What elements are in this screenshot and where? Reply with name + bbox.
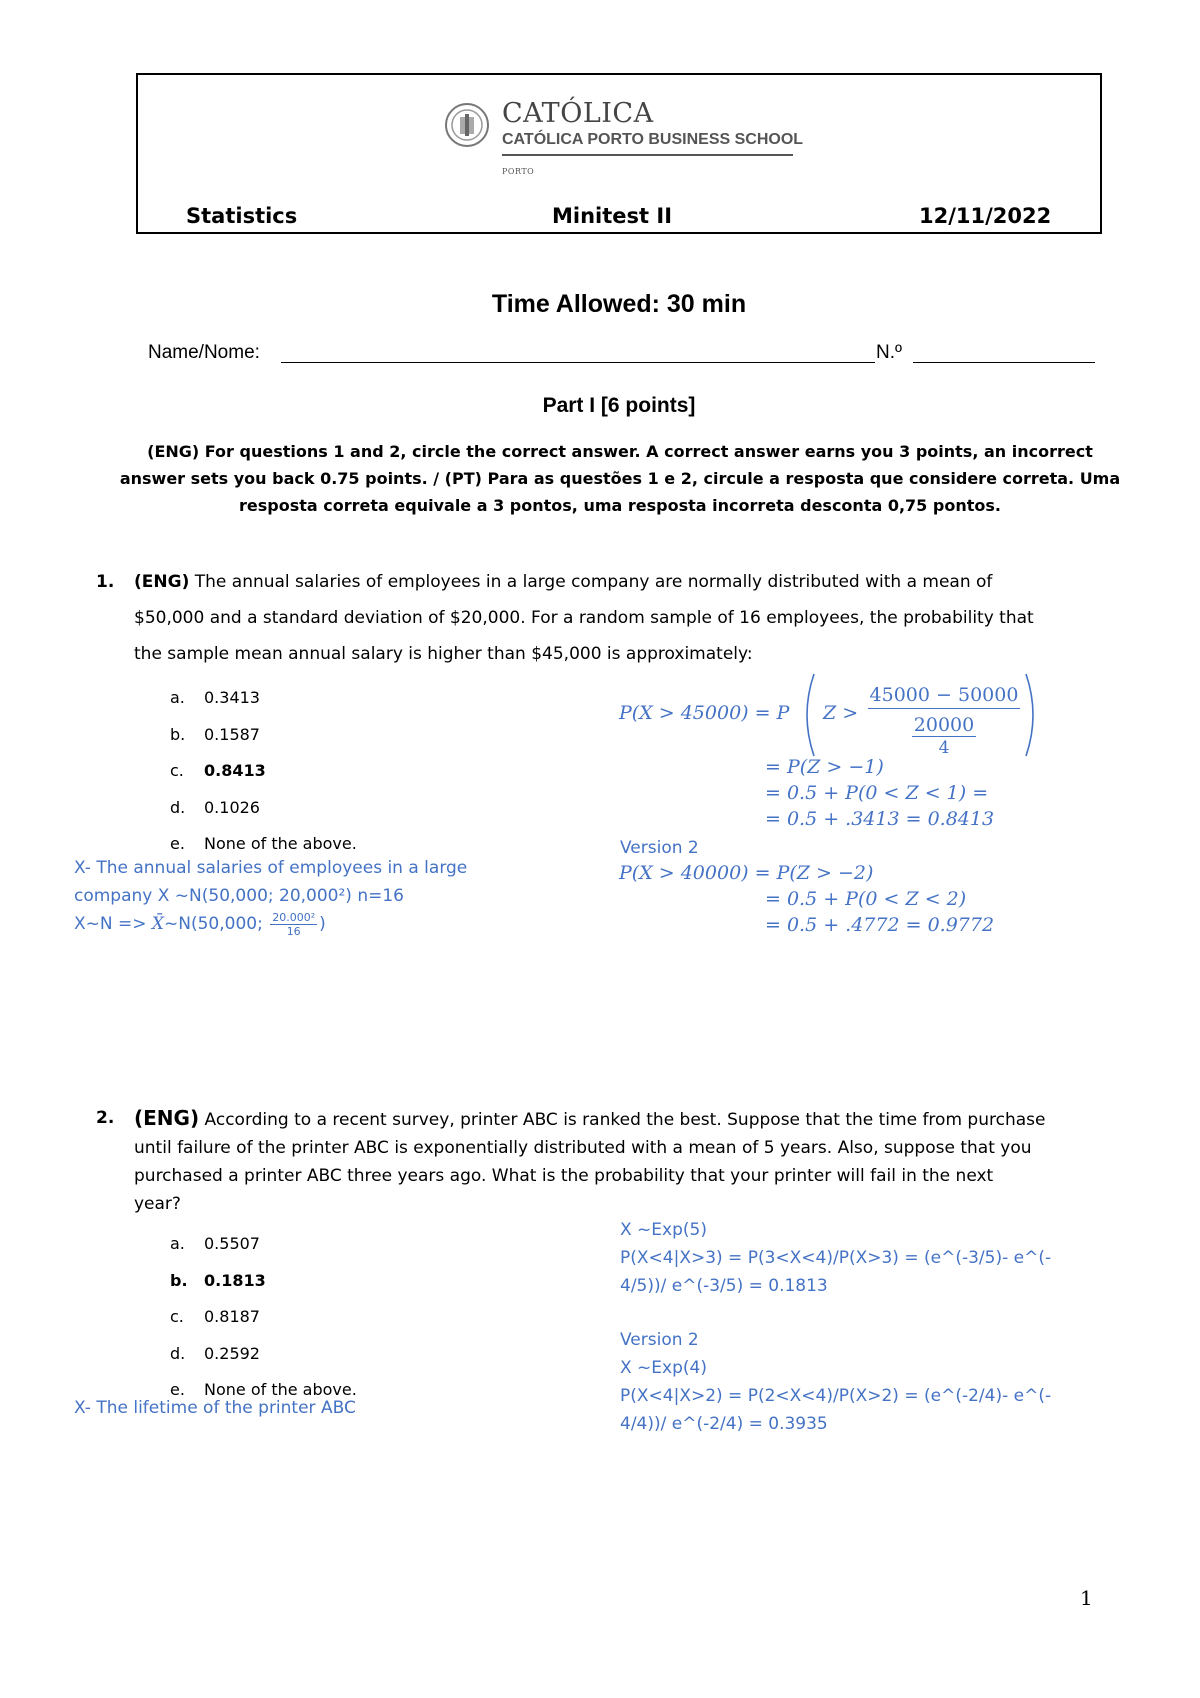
solution-1-lhs: P(X > 45000) = P [619, 702, 790, 724]
time-allowed: Time Allowed: 30 min [491, 290, 747, 318]
number-label: N.º [876, 342, 902, 363]
note-line-2: company X ~N(50,000; 20,000²) n=16 [74, 886, 404, 906]
logo-divider [502, 154, 793, 156]
question-2-note: X- The lifetime of the printer ABC [74, 1398, 356, 1418]
solution-2-version-2-label: Version 2 [620, 1330, 699, 1350]
question-1-options [170, 680, 357, 863]
solution-1-step-2: = P(Z > −1) [765, 756, 884, 778]
question-1-note [74, 854, 467, 938]
instructions-line-2: answer sets you back 0.75 points. / (PT) Para as questões 1 e 2, circule a resposta que considere correta. Uma [119, 469, 1121, 488]
university-seal-icon [444, 102, 490, 148]
solution-2 [620, 1216, 1051, 1438]
right-paren-icon [1022, 672, 1042, 758]
question-2-line-4: year? [134, 1194, 181, 1214]
solution-2-v2-line-3: 4/4))/ e^(-2/4) = 0.3935 [620, 1414, 828, 1434]
option[interactable]: b. 0.1587 [170, 724, 260, 744]
note-line-1: X- The annual salaries of employees in a large [74, 858, 468, 878]
option[interactable]: e. None of the above. [170, 1380, 357, 1399]
question-1-number: 1. [96, 572, 115, 592]
solution-1-z: Z > [823, 702, 859, 724]
question-2-line-3: purchased a printer ABC three years ago. What is the probability that your printer will fail in the next [134, 1166, 994, 1186]
solution-2-line-3: 4/5))/ e^(-3/5) = 0.1813 [620, 1276, 828, 1296]
question-1-text [134, 564, 1114, 672]
course-name: Statistics [186, 204, 298, 228]
option[interactable]: e. None of the above. [170, 834, 357, 853]
option[interactable]: d. 0.2592 [170, 1343, 260, 1363]
solution-2-line-2: P(X<4|X>3) = P(3<X<4)/P(X>3) = (e^(-3/5)- e^(- [620, 1248, 1052, 1268]
question-1-tag: (ENG) [134, 572, 190, 592]
note-line-3: X~N => X̄ ~N(50,000; 20.000² 16 ) [74, 910, 326, 938]
option[interactable]: a. 0.3413 [170, 688, 260, 707]
name-label: Name/Nome: [148, 342, 260, 363]
question-2-number: 2. [96, 1108, 115, 1128]
instructions-line-1: (ENG) For questions 1 and 2, circle the correct answer. A correct answer earns you 3 points, an incorrect [147, 442, 1093, 461]
question-1-line-1: The annual salaries of employees in a large company are normally distributed with a mean of [194, 572, 993, 592]
instructions [40, 438, 1200, 519]
question-2-line-1: According to a recent survey, printer ABC is ranked the best. Suppose that the time from purchase [204, 1110, 1046, 1130]
option-correct[interactable]: c. 0.8413 [170, 761, 266, 780]
question-2-tag: (ENG) [134, 1106, 200, 1130]
logo-subtitle: CATÓLICA PORTO BUSINESS SCHOOL [502, 131, 804, 148]
name-field[interactable] [281, 344, 875, 363]
left-paren-icon [798, 672, 818, 758]
question-2-options [170, 1226, 357, 1409]
question-2-text [134, 1104, 1114, 1218]
option[interactable]: c. 0.8187 [170, 1307, 260, 1326]
solution-1-step-4: = 0.5 + .3413 = 0.8413 [765, 808, 995, 830]
page-number: 1 [1080, 1586, 1093, 1610]
question-1-line-2: $50,000 and a standard deviation of $20,000. For a random sample of 16 employees, the probability that [134, 608, 1034, 628]
instructions-line-3: resposta correta equivale a 3 pontos, uma resposta incorreta desconta 0,75 pontos. [239, 496, 1001, 515]
solution-1-step-3: = 0.5 + P(0 < Z < 1) = [765, 782, 989, 804]
solution-1-version-2-label: Version 2 [620, 838, 699, 858]
question-1-line-3: the sample mean annual salary is higher than $45,000 is approximately: [134, 644, 753, 664]
number-field[interactable] [913, 344, 1095, 363]
solution-1-den-num: 20000 [913, 714, 975, 736]
variance-fraction: 20.000² 16 [272, 910, 316, 938]
question-2-line-2: until failure of the printer ABC is exponentially distributed with a mean of 5 years. Also, suppose that you [134, 1138, 1032, 1158]
test-name: Minitest II [552, 204, 673, 228]
solution-1-v2-step-2: = 0.5 + P(0 < Z < 2) [765, 888, 967, 910]
part-title: Part I [6 points] [542, 394, 696, 417]
solution-1-v2-step-3: = 0.5 + .4772 = 0.9772 [765, 914, 995, 936]
solution-1-numerator: 45000 − 50000 [868, 684, 1020, 709]
option[interactable]: d. 0.1026 [170, 797, 260, 817]
option-correct[interactable]: b. 0.1813 [170, 1270, 266, 1290]
solution-2-v2-line-2: P(X<4|X>2) = P(2<X<4)/P(X>2) = (e^(-2/4)- e^(- [620, 1386, 1052, 1406]
option[interactable]: a. 0.5507 [170, 1234, 260, 1253]
logo-city: PORTO [502, 167, 535, 176]
solution-1-v2-step-1: P(X > 40000) = P(Z > −2) [619, 862, 874, 884]
solution-2-v2-line-1: X ~Exp(4) [620, 1358, 707, 1378]
solution-1-den-den: 4 [938, 738, 950, 758]
solution-2-line-1: X ~Exp(5) [620, 1220, 707, 1240]
logo-title: CATÓLICA [502, 98, 654, 129]
test-date: 12/11/2022 [919, 204, 1052, 228]
